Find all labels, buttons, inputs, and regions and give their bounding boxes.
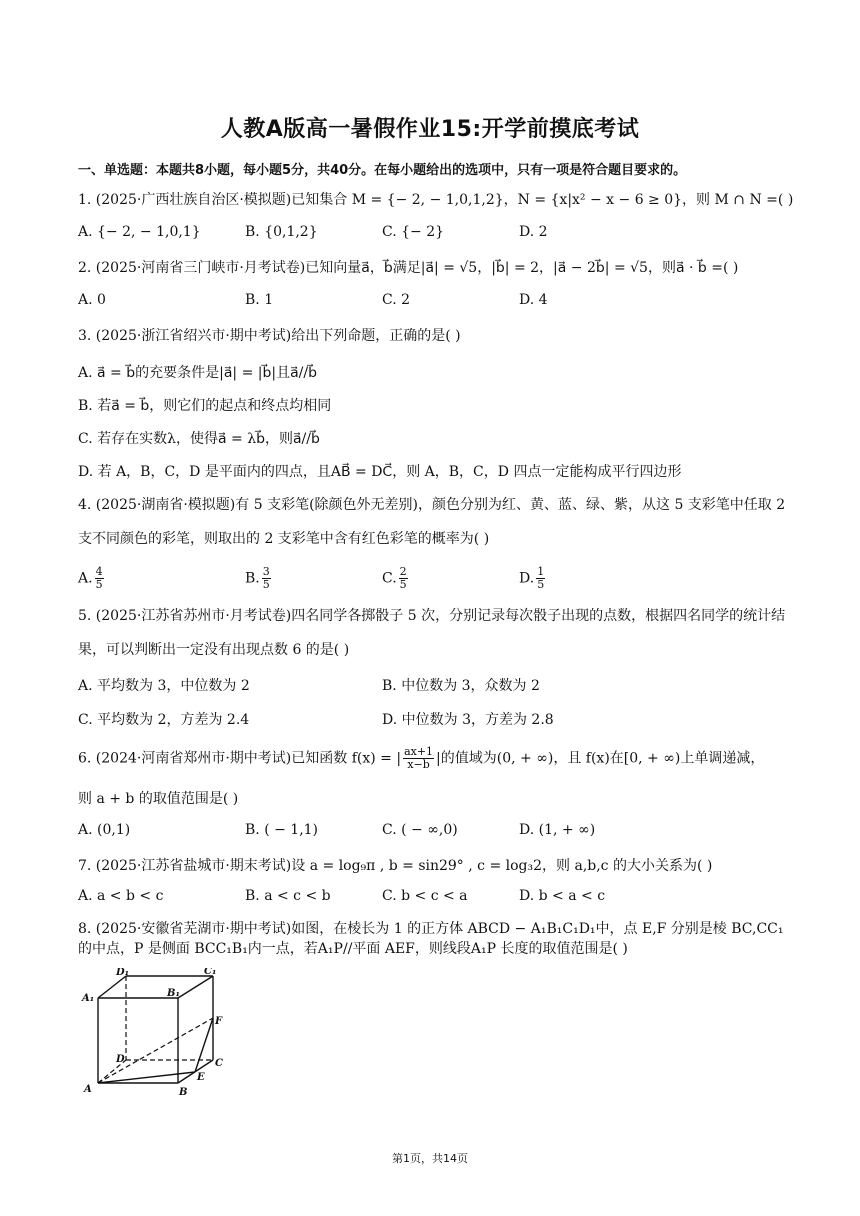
question-1-options: [78, 224, 798, 246]
q7-option-b: B. a < c < b: [245, 888, 331, 904]
question-5-options-row1: [78, 675, 798, 697]
q5-option-b: B. 中位数为 3，众数为 2: [382, 678, 540, 694]
question-3-stem: 3. (2025·浙江省绍兴市·期中考试)给出下列命题，正确的是( ): [78, 328, 461, 344]
q4-option-c: C. $\frac{2}{5}$: [382, 565, 407, 591]
q1-option-d: D. 2: [519, 224, 548, 240]
q6-option-c: C. ( − ∞,0): [382, 822, 458, 838]
q3-option-b: B. 若a⃗ = b⃗，则它们的起点和终点均相同: [78, 398, 332, 414]
question-1-stem: 1. (2025·广西壮族自治区·模拟题)已知集合 M = {− 2, − 1,0,1,2}，N = {x|x² − x − 6 ≥ 0}，则 M ∩ N =( ): [78, 192, 794, 208]
fraction: $\frac{3}{5}$: [262, 565, 270, 591]
q6-option-d: D. (1, + ∞): [519, 822, 596, 838]
question-2-options: [78, 292, 798, 314]
q5-option-d: D. 中位数为 3，方差为 2.8: [382, 712, 554, 728]
q6-option-a: A. (0,1): [78, 822, 131, 838]
label-e: E: [197, 1072, 205, 1083]
question-2-stem: 2. (2025·河南省三门峡市·月考试卷)已知向量a⃗，b⃗满足|a⃗| = √5，|b⃗| = 2，|a⃗ − 2b⃗| = √5，则a⃗ · b⃗ =( ): [78, 260, 739, 276]
label-c1: C₁: [204, 968, 217, 977]
label-a: A: [84, 1084, 92, 1095]
q6-option-b: B. ( − 1,1): [245, 822, 319, 838]
q4-option-d: D. $\frac{1}{5}$: [519, 565, 545, 591]
edge-a1d1: [98, 976, 126, 998]
q2-option-d: D. 4: [519, 292, 548, 308]
q1-option-a: A. {− 2, − 1,0,1}: [78, 224, 201, 240]
question-6-stem: 6. (2024·河南省郑州市·期中考试)已知函数 f(x) = | $\frac{ax+1}{x-b}$ |的值域为(0, + ∞)，且 f(x)在[0, + ∞)上单调递减，: [78, 745, 765, 771]
question-5-options-row2: [78, 709, 798, 731]
q4-option-b: B. $\frac{3}{5}$: [245, 565, 270, 591]
q2-option-c: C. 2: [382, 292, 411, 308]
q5-option-c: C. 平均数为 2，方差为 2.4: [78, 712, 250, 728]
q4-option-a: A. $\frac{4}{5}$: [78, 565, 103, 591]
question-5-stem: 5. (2025·江苏省苏州市·月考试卷)四名同学各掷骰子 5 次，分别记录每次骰子出现的点数，根据四名同学的统计结果，可以判断出一定没有出现点数 6 的是( ): [78, 608, 786, 658]
section-heading: 一、单选题：本题共8小题，每小题5分，共40分。在每小题给出的选项中，只有一项是符合题目要求的。: [78, 163, 687, 178]
fraction: $\frac{2}{5}$: [399, 565, 407, 591]
label-b1: B₁: [167, 988, 180, 999]
q1-option-b: B. {0,1,2}: [245, 224, 318, 240]
q2-option-a: A. 0: [78, 292, 106, 308]
page-footer: 第1页，共14页: [392, 1152, 468, 1165]
q3-option-d: D. 若 A，B，C，D 是平面内的四点，且AB⃗ = DC⃗，则 A，B，C，D 四点一定能构成平行四边形: [78, 464, 682, 480]
edge-b1c1: [178, 976, 213, 998]
q2-option-b: B. 1: [245, 292, 274, 308]
q1-option-c: C. {− 2}: [382, 224, 445, 240]
label-a1: A₁: [82, 993, 95, 1004]
label-c: C: [215, 1058, 223, 1069]
q7-option-c: C. b < c < a: [382, 888, 468, 904]
question-6-stem-line2: 则 a + b 的取值范围是( ): [78, 791, 239, 807]
q7-option-a: A. a < b < c: [78, 888, 164, 904]
q7-option-d: D. b < a < c: [519, 888, 606, 904]
question-4-stem: 4. (2025·湖南省·模拟题)有 5 支彩笔(除颜色外无差别)，颜色分别为红、黄、蓝、绿、紫，从这 5 支彩笔中任取 2 支不同颜色的彩笔，则取出的 2 支彩笔中含有红色彩笔的概率为( ): [78, 497, 786, 547]
q3-option-c: C. 若存在实数λ，使得a⃗ = λb⃗，则a⃗//b⃗: [78, 431, 320, 447]
question-4-options: [78, 565, 798, 591]
label-d1: D₁: [116, 968, 130, 978]
hidden-segment-af: [98, 1018, 213, 1083]
q3-option-a: A. a⃗ = b⃗的充要条件是|a⃗| = |b⃗|且a⃗//b⃗: [78, 365, 317, 381]
fraction: $\frac{ax+1}{x-b}$: [404, 745, 434, 771]
fraction: $\frac{4}{5}$: [95, 565, 103, 591]
cube-figure: [78, 968, 228, 1103]
question-6-options: [78, 822, 798, 844]
page-title: 人教A版高一暑假作业15:开学前摸底考试: [220, 117, 640, 142]
fraction: $\frac{1}{5}$: [537, 565, 545, 591]
question-7-stem: 7. (2025·江苏省盐城市·期末考试)设 a = log₉π , b = sin29° , c = log₃2，则 a,b,c 的大小关系为( ): [78, 858, 713, 874]
label-f: F: [215, 1016, 223, 1027]
question-8-stem: 8. (2025·安徽省芜湖市·期中考试)如图，在棱长为 1 的正方体 ABCD − A₁B₁C₁D₁中，点 E,F 分别是棱 BC,CC₁的中点，P 是侧面 BCC₁B₁内一点，若A₁P//平面 AEF，则线段A₁P 长度的取值范围是( ): [78, 921, 784, 957]
q5-option-a: A. 平均数为 3，中位数为 2: [78, 678, 250, 694]
label-d: D: [116, 1054, 125, 1065]
label-b: B: [179, 1087, 188, 1098]
question-7-options: [78, 888, 798, 910]
